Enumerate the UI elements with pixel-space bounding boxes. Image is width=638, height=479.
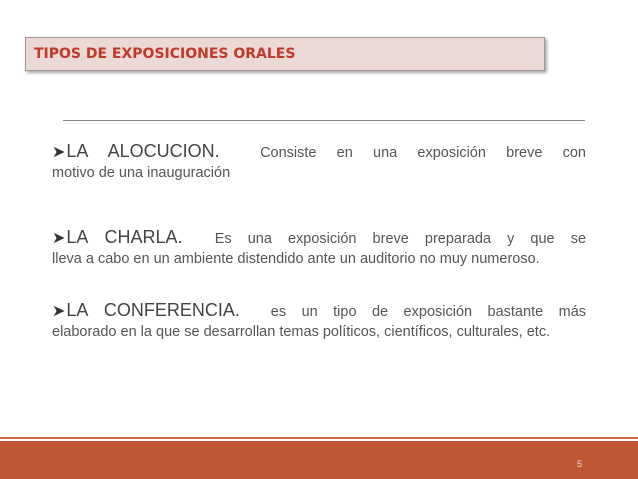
list-item-continuation: elaborado en la que se desarrollan temas políticos, científicos, culturales, etc. [52,324,551,340]
list-item-text: es un tipo de exposición bastante más [270,304,587,320]
arrow-bullet-icon: ➤ [52,230,66,247]
list-item-first-line [52,141,586,163]
page-number: 5 [576,459,582,469]
list-item-continuation: motivo de una inauguración [52,165,231,181]
arrow-bullet-icon: ➤ [52,144,66,161]
list-item-first-line [52,227,586,249]
list-item-conferencia [52,300,586,342]
footer-rule [0,437,638,439]
divider [63,120,585,121]
list-item-heading: LA ALOCUCION. [66,141,220,161]
footer-band [0,441,638,479]
title-bar [25,37,545,71]
list-item-text: Es una exposición breve preparada y que se [214,231,587,247]
list-item-heading: LA CONFERENCIA. [66,300,240,320]
list-item-first-line [52,300,586,322]
list-item-alocucion [52,141,586,183]
slide-title: TIPOS DE EXPOSICIONES ORALES [34,46,296,62]
list-item-heading: LA CHARLA. [66,227,183,247]
list-item-text: Consiste en una exposición breve con [260,145,586,161]
list-item-continuation: lleva a cabo en un ambiente distendido ante un auditorio no muy numeroso. [52,251,540,267]
arrow-bullet-icon: ➤ [52,303,66,320]
list-item-charla [52,227,586,269]
